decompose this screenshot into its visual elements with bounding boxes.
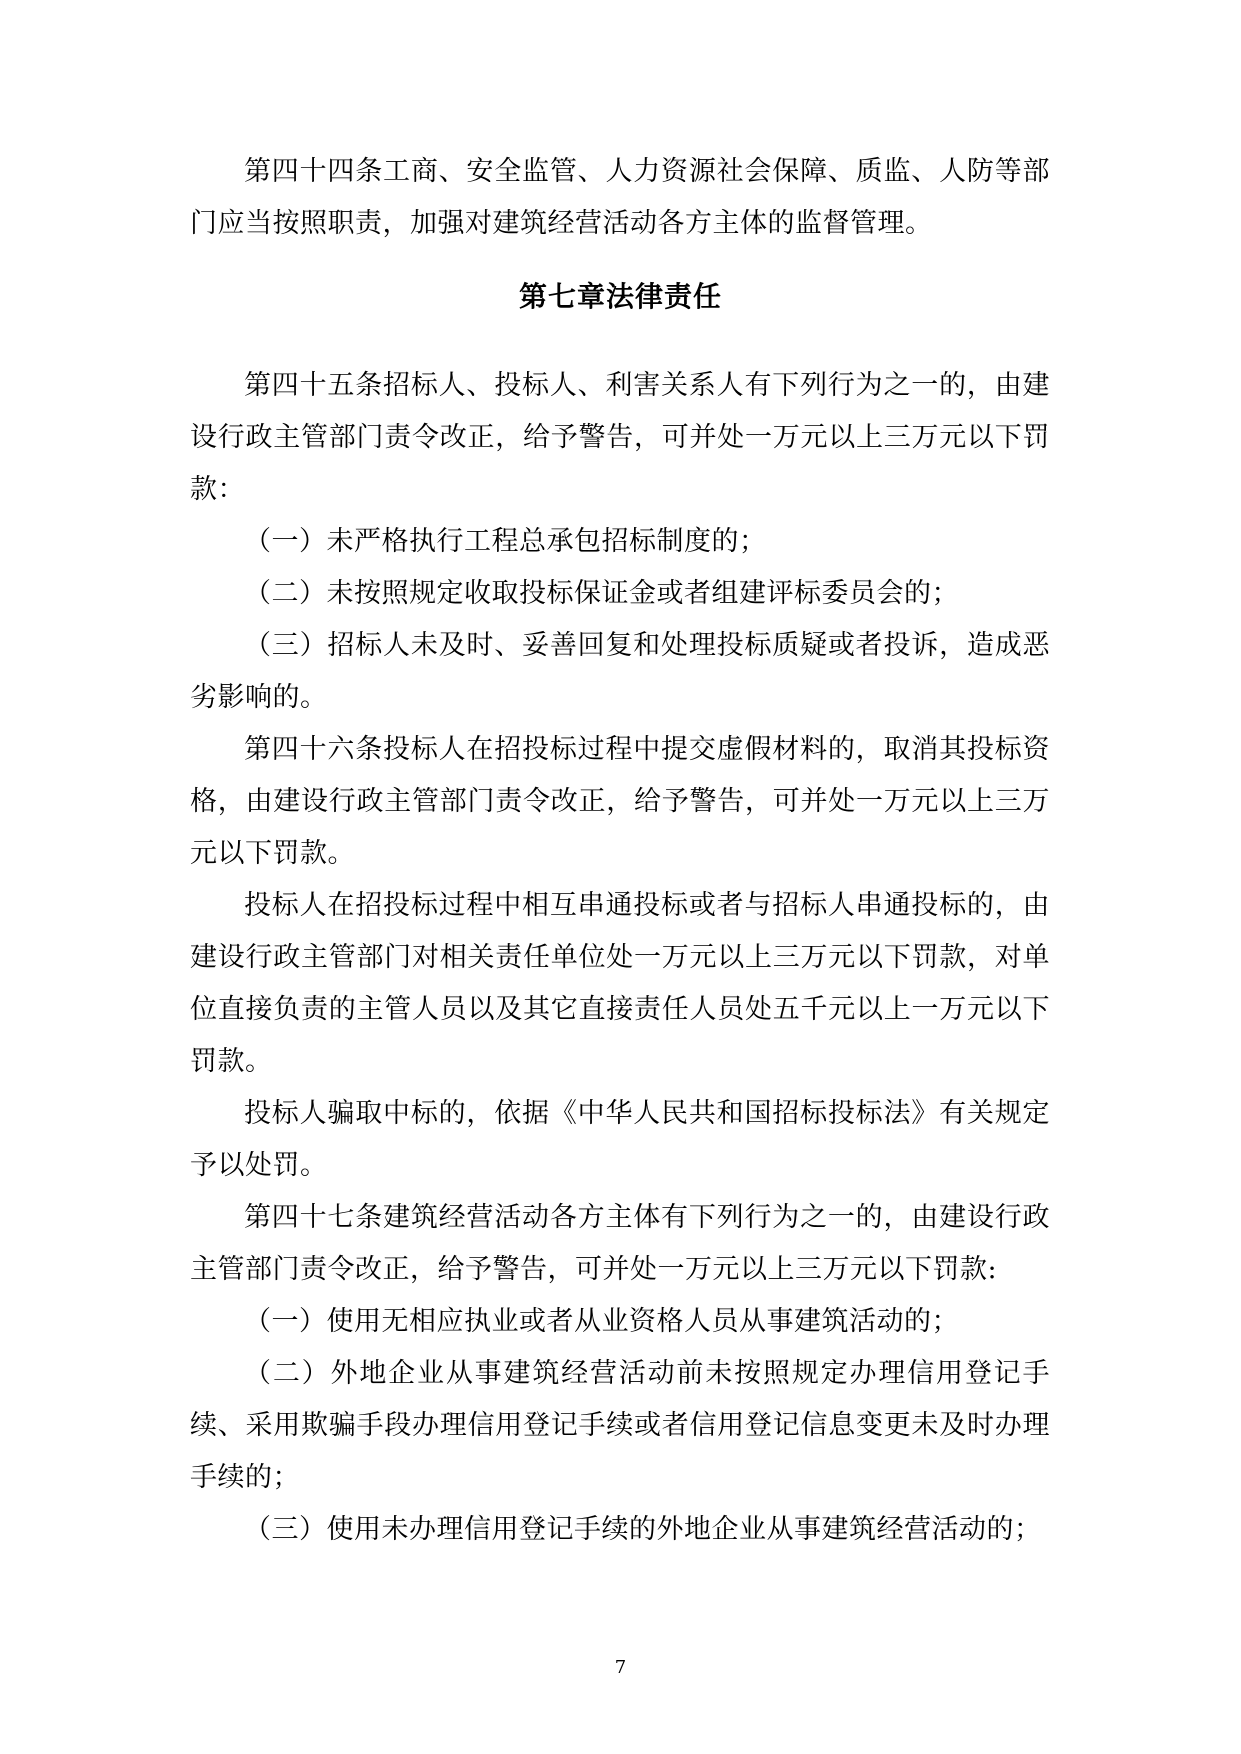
list-item: （一）未严格执行工程总承包招标制度的；: [244, 526, 767, 557]
list-item: （二）外地企业从事建筑经营活动前未按照规定办理信用登记手续、采用欺骗手段办理信用登记手续或者信用登记信息变更未及时办理手续的；: [190, 1358, 1050, 1493]
paragraph-article-45: 第四十五条招标人、投标人、利害关系人有下列行为之一的，由建设行政主管部门责令改正，给予警告，可并处一万元以上三万元以下罚款：: [190, 370, 1050, 505]
chapter-heading: 第七章法律责任: [518, 280, 722, 313]
list-item: （三）使用未办理信用登记手续的外地企业从事建筑经营活动的；: [244, 1514, 1042, 1545]
list-item: （三）招标人未及时、妥善回复和处理投标质疑或者投诉，造成恶劣影响的。: [190, 630, 1050, 713]
paragraph-collusion: 投标人在招投标过程中相互串通投标或者与招标人串通投标的，由建设行政主管部门对相关责任单位处一万元以上三万元以下罚款，对单位直接负责的主管人员以及其它直接责任人员处五千元以上一万元以下罚款。: [190, 890, 1050, 1077]
page-number: 7: [614, 1657, 627, 1678]
paragraph-fraud: 投标人骗取中标的，依据《中华人民共和国招标投标法》有关规定予以处罚。: [190, 1098, 1050, 1181]
paragraph-article-44: 第四十四条工商、安全监管、人力资源社会保障、质监、人防等部门应当按照职责，加强对建筑经营活动各方主体的监督管理。: [190, 156, 1050, 239]
list-item: （二）未按照规定收取投标保证金或者组建评标委员会的；: [244, 578, 959, 609]
paragraph-article-47: 第四十七条建筑经营活动各方主体有下列行为之一的，由建设行政主管部门责令改正，给予警告，可并处一万元以上三万元以下罚款:: [190, 1202, 1050, 1285]
list-item: （一）使用无相应执业或者从业资格人员从事建筑活动的；: [244, 1306, 959, 1337]
paragraph-article-46: 第四十六条投标人在招投标过程中提交虚假材料的，取消其投标资格，由建设行政主管部门责令改正，给予警告，可并处一万元以上三万元以下罚款。: [190, 734, 1050, 869]
